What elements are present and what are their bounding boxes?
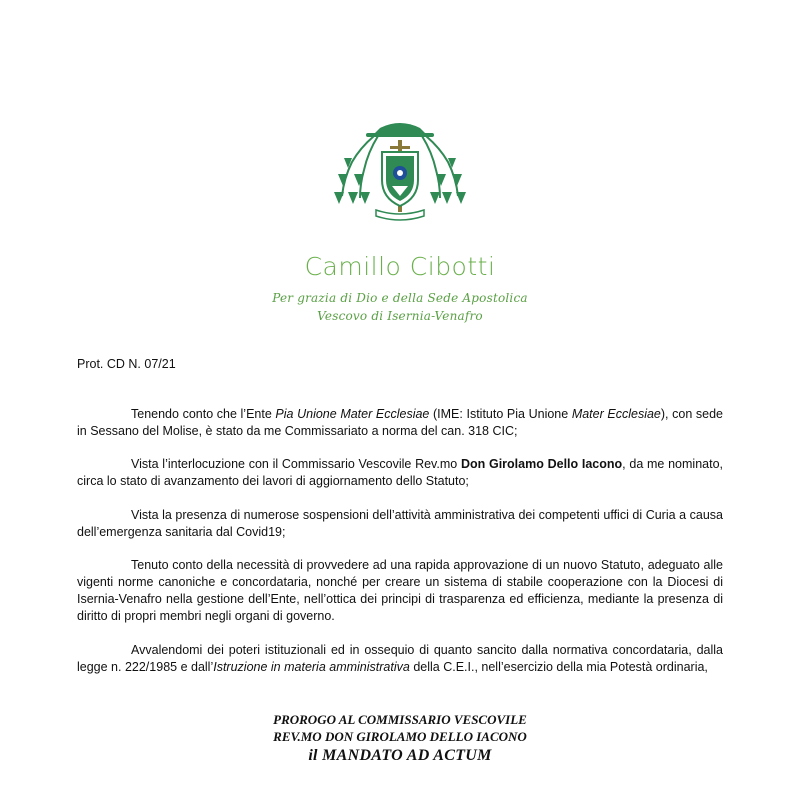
- paragraph-5: Avvalendomi dei poteri istituzionali ed in ossequio di quanto sancito dalla normativa concordataria, dalla legge n. 222/1985 e dall’Istruzione in materia amministrativa della C.E.I., nell’esercizio della mia Potestà ordinaria,: [77, 643, 723, 674]
- paragraph-3: Vista la presenza di numerose sospensioni dell’attività amministrativa dei competenti uffici di Curia a causa dell’emergenza sanitaria dal Covid19;: [77, 508, 723, 539]
- paragraph-4: Tenuto conto della necessità di provvedere ad una rapida approvazione di un nuovo Statuto, adeguato alle vigenti norme canoniche e concordataria, nonché per creare un sistema di stabile cooperazione con la Diocesi di Isernia-Venafro nella gestione dell’Ente, nell’ottica dei principi di trasparenza ed efficienza, mediante la presenza di diritto di propri membri negli organi di governo.: [77, 558, 723, 623]
- coat-of-arms-icon: [330, 118, 470, 228]
- decree-line-2: REV.MO DON GIROLAMO DELLO IACONO: [273, 729, 527, 744]
- paragraph-1: Tenendo conto che l’Ente Pia Unione Mater Ecclesiae (IME: Istituto Pia Unione Mater Ecclesiae), con sede in Sessano del Molise, è stato da me Commissariato a norma del can. 318 CIC;: [77, 407, 723, 438]
- decree-line-3: il MANDATO AD ACTUM: [308, 747, 492, 764]
- bishop-name: Camillo Cibotti: [304, 252, 496, 281]
- protocol-number: Prot. CD N. 07/21: [77, 357, 176, 371]
- bishop-title-line2: Vescovo di Isernia-Venafro: [317, 309, 483, 323]
- decree-line-1: PROROGO AL COMMISSARIO VESCOVILE: [273, 712, 527, 727]
- bishop-title-line1: Per grazia di Dio e della Sede Apostolica: [272, 291, 528, 305]
- paragraph-2: Vista l’interlocuzione con il Commissario Vescovile Rev.mo Don Girolamo Dello Iacono, da me nominato, circa lo stato di avanzamento dei lavori di aggiornamento dello Statuto;: [77, 457, 724, 488]
